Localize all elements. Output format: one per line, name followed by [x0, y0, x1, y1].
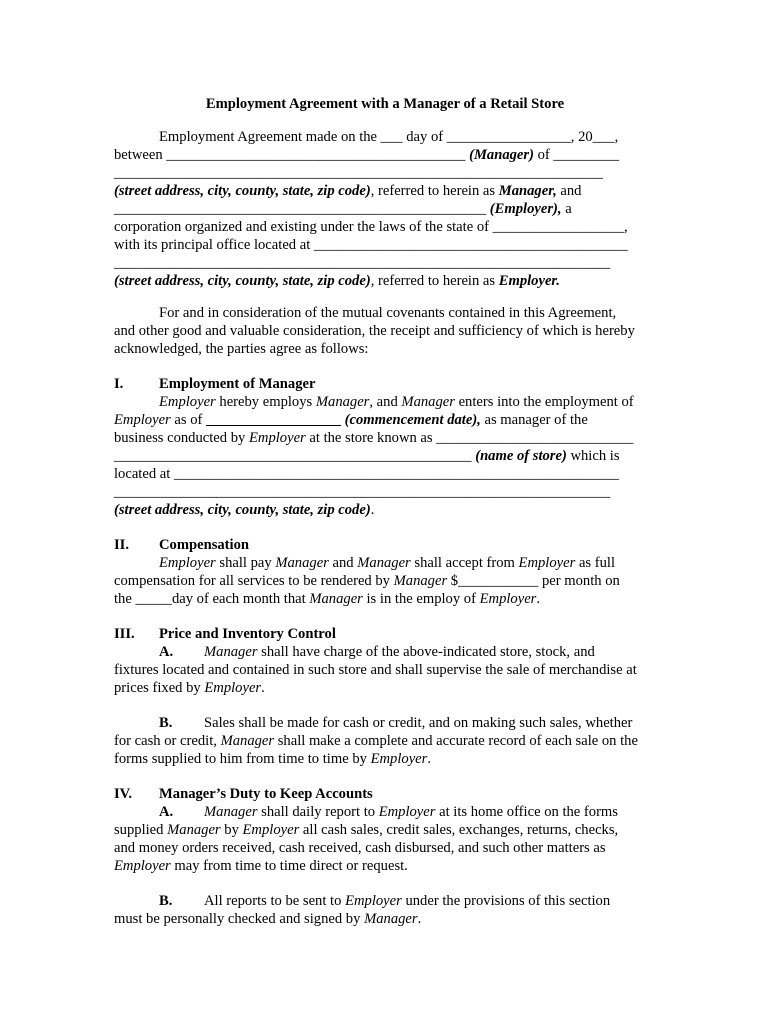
section-2-line-1: Employer shall pay Manager and Manager shall accept from Employer as full — [159, 555, 616, 571]
section-4a-label: A. — [159, 804, 174, 820]
section-3a-line-1: Manager shall have charge of the above-indicated store, stock, and — [204, 644, 595, 660]
section-4b-line-2: must be personally checked and signed by Manager. — [114, 911, 422, 927]
intro-line-1: Employment Agreement made on the ___ day of _________________, 20___, — [159, 129, 619, 145]
intro-line-6: corporation organized and existing under the laws of the state of __________________, — [114, 219, 628, 235]
section-4b-label: B. — [159, 893, 173, 909]
section-4a-line-1: Manager shall daily report to Employer at its home office on the forms — [204, 804, 618, 820]
intro-line-8: ____________________________________________________________________ — [114, 255, 611, 271]
section-3b-line-1: Sales shall be made for cash or credit, and on making such sales, whether — [204, 715, 633, 731]
intro-line-2: between _________________________________________ (Manager) of _________ — [114, 147, 620, 163]
section-1-number: I. — [114, 376, 124, 392]
section-2-line-2: compensation for all services to be rendered by Manager $___________ per month on — [114, 573, 620, 589]
section-4a-line-3: and money orders received, cash received, cash disbursed, and such other matters as — [114, 840, 606, 856]
intro-line-9: (street address, city, county, state, zip code), referred to herein as Employer. — [114, 273, 560, 289]
section-3-number: III. — [114, 626, 135, 642]
section-3a-label: A. — [159, 644, 174, 660]
section-1-line-5: located at _____________________________________________________________ — [114, 466, 620, 482]
section-1-line-4: _________________________________________________ (name of store) which is — [114, 448, 620, 464]
section-3a-line-3: prices fixed by Employer. — [114, 680, 265, 696]
section-3b-line-2: for cash or credit, Manager shall make a complete and accurate record of each sale on the — [114, 733, 638, 749]
intro-line-5: ___________________________________________________ (Employer), a — [114, 201, 572, 217]
section-4-heading: Manager’s Duty to Keep Accounts — [159, 786, 373, 802]
section-1-heading: Employment of Manager — [159, 376, 316, 392]
section-4-number: IV. — [114, 786, 132, 802]
consideration-line-1: For and in consideration of the mutual covenants contained in this Agreement, — [159, 305, 617, 321]
section-1-line-6: ____________________________________________________________________ — [114, 484, 611, 500]
intro-line-4: (street address, city, county, state, zip code), referred to herein as Manager, and — [114, 183, 582, 199]
section-4a-line-4: Employer may from time to time direct or request. — [114, 858, 408, 874]
section-2-number: II. — [114, 537, 130, 553]
intro-line-3: ___________________________________________________________________ — [114, 165, 603, 181]
section-1-line-3: business conducted by Employer at the store known as ___________________________ — [114, 430, 634, 446]
consideration-line-2: and other good and valuable consideration, the receipt and sufficiency of which is hereby — [114, 323, 635, 339]
section-1-line-1: Employer hereby employs Manager, and Manager enters into the employment of — [159, 394, 634, 410]
section-2-line-3: the _____day of each month that Manager is in the employ of Employer. — [114, 591, 541, 607]
consideration-line-3: acknowledged, the parties agree as follows: — [114, 341, 369, 357]
section-2-heading: Compensation — [159, 537, 250, 553]
section-4a-line-2: supplied Manager by Employer all cash sales, credit sales, exchanges, returns, checks, — [114, 822, 619, 838]
document-title: Employment Agreement with a Manager of a Retail Store — [205, 96, 565, 112]
section-3-heading: Price and Inventory Control — [159, 626, 336, 642]
section-1-line-2: Employer as of (commencement date), as manager of the — [114, 412, 588, 428]
section-1-line-7: (street address, city, county, state, zip code). — [114, 502, 375, 518]
intro-line-7: with its principal office located at ___________________________________________ — [114, 237, 628, 253]
section-3a-line-2: fixtures located and contained in such store and shall supervise the sale of merchandise at — [114, 662, 637, 678]
section-4b-line-1: All reports to be sent to Employer under the provisions of this section — [204, 893, 611, 909]
section-3b-line-3: forms supplied to him from time to time by Employer. — [114, 751, 431, 767]
section-3b-label: B. — [159, 715, 173, 731]
